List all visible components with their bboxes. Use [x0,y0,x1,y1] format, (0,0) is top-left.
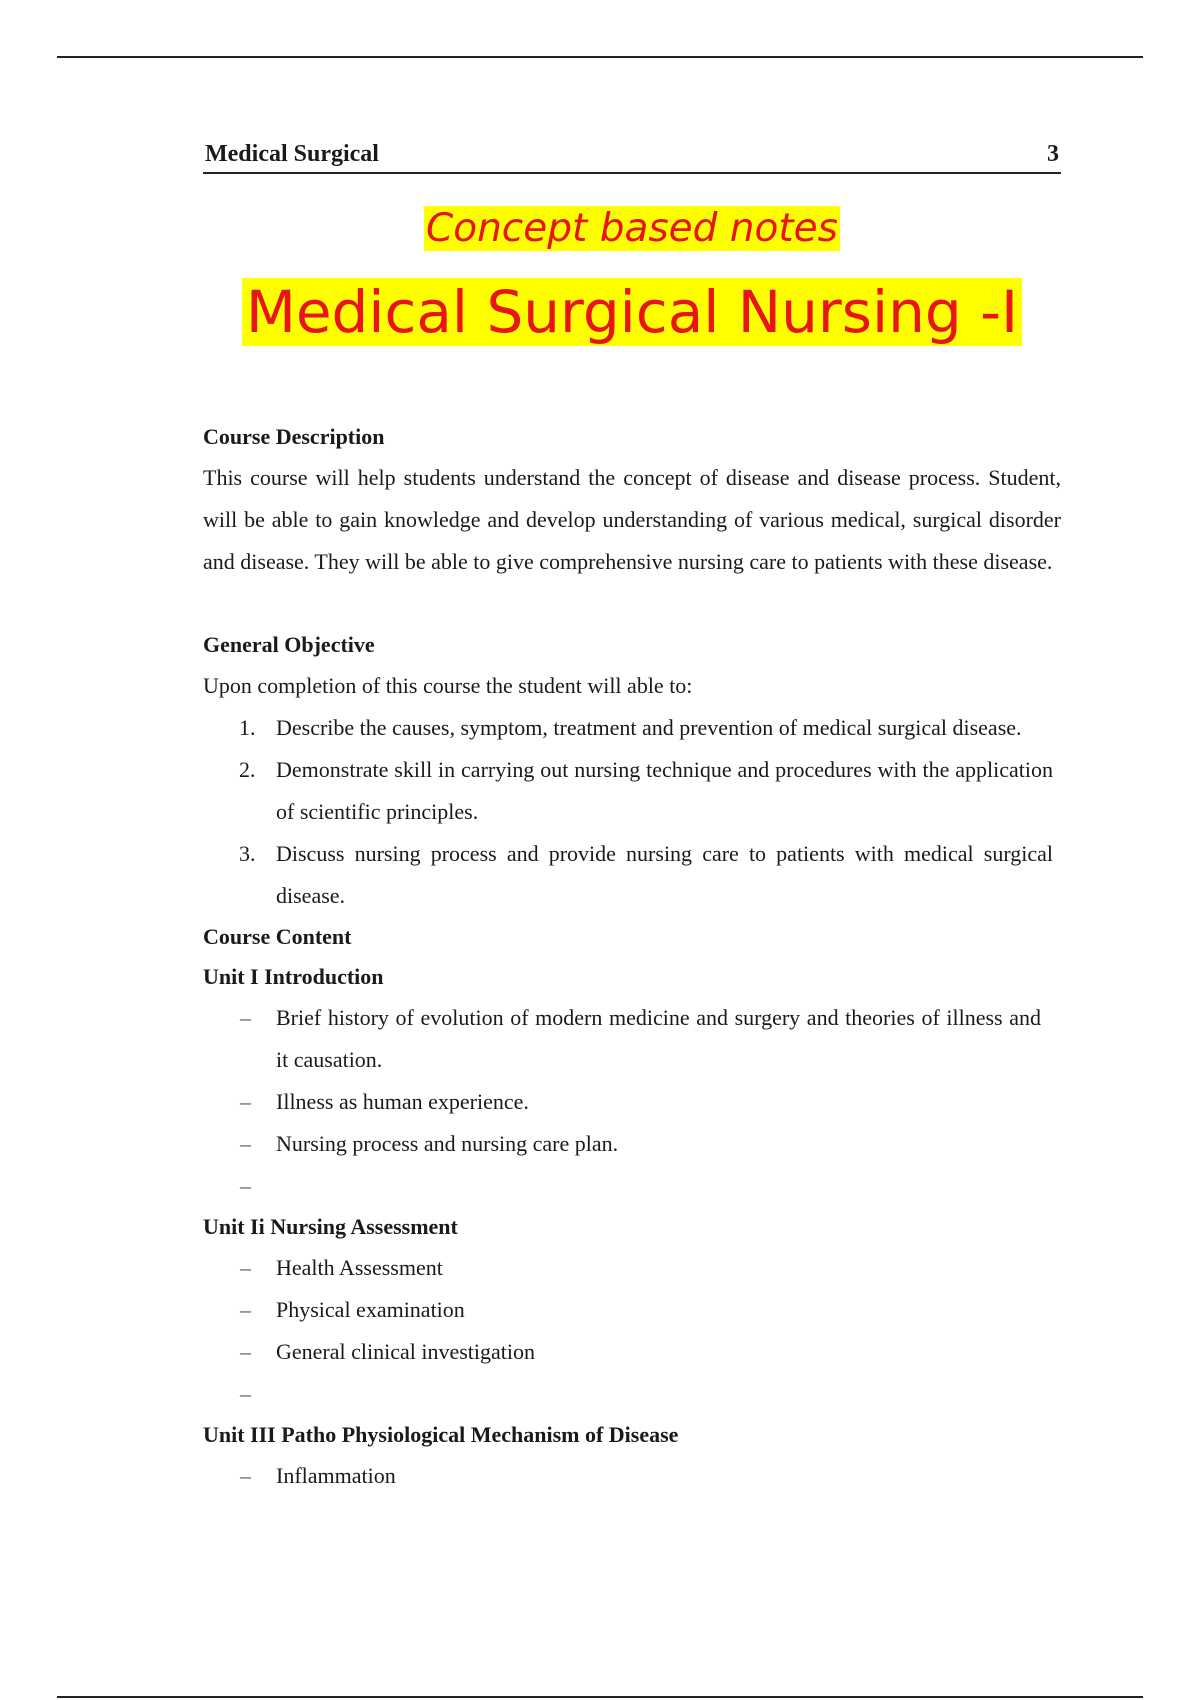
list-item-text: Describe the causes, symptom, treatment and prevention of medical surgical disease. [276,715,1022,740]
document-page [203,140,1061,1497]
course-content-section [203,917,1061,1497]
list-number: 1. [239,715,256,740]
general-objective-section [203,625,1061,917]
general-objective-heading: General Objective [203,632,375,657]
title-block [203,277,1061,347]
objectives-list [203,707,1061,917]
page-bottom-rule [57,1696,1143,1698]
course-description-text: This course will help students understand the concept of disease and disease process. Student, will be able to gain knowledge and develop understanding of various medical, surgical disorder and disease. They will be able to give comprehensive nursing care to patients with these disease. [203,465,1061,574]
list-number: 3. [239,841,256,866]
subtitle-highlight: Concept based notes [426,206,838,251]
document-body [203,417,1061,1497]
list-item [203,749,1061,833]
list-item-text: Health Assessment [276,1255,443,1280]
list-item-text: Nursing process and nursing care plan. [276,1131,619,1156]
dash-bullet: – [240,1297,251,1322]
running-title: Medical Surgical [205,141,379,167]
list-item-text: Demonstrate skill in carrying out nursing technique and procedures with the application of scientific principles. [276,757,1053,824]
dash-bullet: – [240,1005,251,1030]
list-item-text: General clinical investigation [276,1339,536,1364]
list-item [203,1247,1061,1289]
general-objective-intro: Upon completion of this course the student will able to: [203,673,693,698]
list-item [203,1123,1061,1165]
unit-3-list [203,1455,1061,1497]
page-number: 3 [1047,141,1059,167]
running-header [203,140,1061,174]
dash-bullet: – [240,1173,251,1198]
list-item [203,1455,1061,1497]
dash-bullet: – [240,1463,251,1488]
course-content-heading: Course Content [203,924,352,949]
list-item [203,1081,1061,1123]
dash-bullet: – [240,1339,251,1364]
course-description-section [203,417,1061,583]
unit-1-heading: Unit I Introduction [203,964,384,989]
list-item [203,1373,1061,1415]
subtitle-block [203,206,1061,256]
dash-bullet: – [240,1131,251,1156]
list-item [203,707,1061,749]
unit-3-heading: Unit III Patho Physiological Mechanism of Disease [203,1422,679,1447]
dash-bullet: – [240,1255,251,1280]
document-title: Medical Surgical Nursing -I [242,278,1022,346]
list-item [203,1165,1061,1207]
list-item-text: Physical examination [276,1297,465,1322]
list-item [203,997,1061,1081]
list-item-text: Illness as human experience. [276,1089,529,1114]
course-description-heading: Course Description [203,424,385,449]
list-item [203,1289,1061,1331]
dash-bullet: – [240,1381,251,1406]
list-item-text: Discuss nursing process and provide nursing care to patients with medical surgical disease. [276,841,1053,908]
unit-2-list [203,1247,1061,1415]
dash-bullet: – [240,1089,251,1114]
list-item-text: Brief history of evolution of modern medicine and surgery and theories of illness and it causation. [276,1005,1041,1072]
list-item-text: Inflammation [276,1463,396,1488]
list-item [203,833,1061,917]
list-item [203,1331,1061,1373]
page-top-rule [57,56,1143,58]
unit-1-list [203,997,1061,1207]
unit-2-heading: Unit Ii Nursing Assessment [203,1214,458,1239]
list-number: 2. [239,757,256,782]
